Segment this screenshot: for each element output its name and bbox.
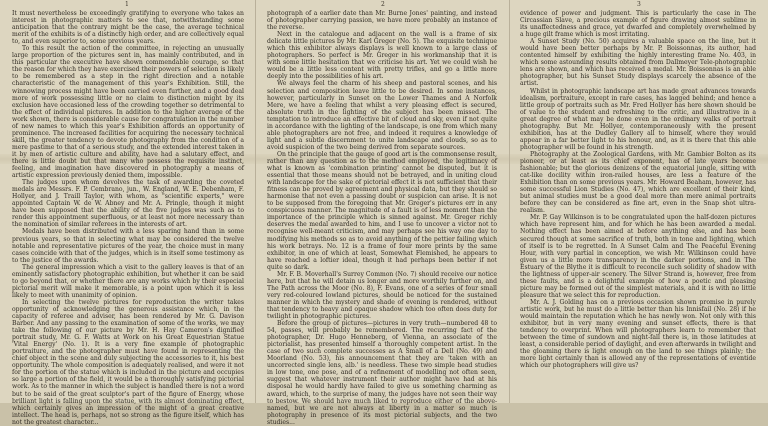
column-divider <box>255 0 256 403</box>
page-number: 1 <box>125 1 129 8</box>
paragraph: It must nevertheless be exceedingly gratifying to everyone who takes an interest in photographic matters to see that, notwithstanding some anticipation that the contrary might be the case, the average technical merit of the exhibits is of a distinctly high order, and are collectively equal to, and even superior to, some previous years. <box>12 10 244 46</box>
paragraph: A Sunset Study (No. 50) acquires a valuable space on the line, but it would have been better perhaps by Mr. P. Boissonnas, its author, had contented himself by exhibiting the highly interesting frame No. 403, in which some astounding results obtained from Dallmeyer Tele-photographic lens are shown, and which has received a medal. Mr. Boissonnas is an able photographer, but his Sunset Study displays scarcely the absence of the artist. <box>520 38 756 88</box>
paragraph: The judges upon whom devolves the task of awarding the coveted medals are Messrs. F. P. Cembrano, jun., W. England, W. E. Debenham, F. Hollyer, and J. Traill Taylor, with whom, as "scientific experts," were appointed Captain W. de W. Abney and Mr. A. Pringle, though it might have been supposed that the ability of the five judges was such as to render this appointment superfluous, or at least not more necessary than the nomination of similar referees in the interests of art. <box>12 179 244 229</box>
paragraph: Whilst in photographic landscape art has made great advances towards idealism, portraiture, except in rare cases, has lagged behind; and hence a little group of portraits such as Mr. Fred Hollyer has here shown should be of value to the student and refreshing to the critic, and illustrative in a great degree of what may be done even in the ordinary walks of portrait photography. But Mr. Hollyer, contemporaneously with the present exhibition, has at the Dudley Gallery all to himself, where they would appear in a far better light to his honour, and, as it is there that this able photographer will be found in his strength. <box>520 87 756 151</box>
text-column-left <box>12 10 244 426</box>
paragraph: To this result the action of the committee, in rejecting an unusually large proportion of the pictures sent in, has mainly contributed, and in this particular the executive have shown commendable courage, so that the reason for which they have exercised their powers of selection is likely to be remembered as a step in the right direction and a notable characteristic of the management of this year's Exhibition. Still, the winnowing process might have been carried even further, and a good deal more of work possessing little or no claim to distinction might by its exclusion have occasioned less of the crowding together so detrimental to the effect of individual pictures. In addition to the higher average of the work shown, there is considerable cause for congratulation in the number of new names to which this year's Exhibition affords an opportunity of prominence. The increased facilities for acquiring the necessary technical skill, the greater tendency to devote photography from the condition of a mere pastime to that of a serious study, and the extended interest taken in it by men of artistic culture and ability, have had a salutary effect, and there is little doubt but that many who possess the requisite instinct, feeling, and imagination have discovered in photography a means of artistic expression previously denied them, impossible. <box>12 45 244 180</box>
paragraph: photograph of a earlier date than Mr. Burne Jones' painting, and instead of photographer carrying passion, we have more probably an instance of the reverse. <box>267 10 497 32</box>
paragraph: Next in the catalogue and adjacent on the wall is a frame of six delicate little pictures by Mr. Karl Greger (No. 5). The exquisite technique which this exhibitor always displays is well known to a large class of photographers. So perfect is Mr. Greger in his workmanship that it is with some little hesitation that we criticise his art. Yet we could wish he would be a little less content with pretty trifles, and go a little more deeply into the possibilities of his art. <box>267 31 497 81</box>
paragraph: Mr. P. Gay Wilkinson is to be congratulated upon the half-dozen pictures which have represent him, and for which he has been awarded a medal. Nothing effect has been aimed at before anything else, and has been secured though at some sacrifice of truth, both in tone and lighting, which of itself is to be regretted. In A Sunset Calm and The Peaceful Evening Hour, with very partial in conception, we wish Mr. Wilkinson could have given us a little more transparency in the darker portions, and in The Estuary of the Blythe it is difficult to reconcile such solidity of shadow with the lightness of upper-air scenery. The Silver Strand is, however, free from these faults, and is a delightful example of how a poetic and pleasing picture may be formed out of the simplest materials, and it is with no little pleasure that we select this for reproduction. <box>520 214 756 299</box>
paragraph: We always feel the charm of his sheep and pastoral scenes, and his selection and composition leave little to be desired. In some instances, however, particularly in Sunset on the Lower Thames and A Norfolk Mere, we have a feeling that whilst a very pleasing effect is secured, absolute truth in the lighting of the subject has been missed. The temptation to introduce an effective bit of cloud and sky, even if not quite in accordance with the lighting of the landscape, is one from which many able photographers are not free, and indeed it requires a knowledge of light and a subtle discernment to unite landscape and clouds, so as to avoid suspicion of the two being derived from separate sources. <box>267 80 497 151</box>
paragraph: Before the group of pictures—pictures in very truth—numbered 48 to 54, passes, will probably be remembered. The recurring fact of the photographer, Dr. Hugo Henneberg, of Vienna, an associate of the pictorialist, has presented himself a thoroughly competent artist. In the case of two such complete successes as A Small of a Dell (No. 49) and Moorland (No. 53), his announcement that they are 'taken with an uncorrected single lens, alb.' is needless. These two simple head studies in low tone, one pose, and of a refinement of modelling not often seen, suggest that whatever instrument their author might have had at his disposal he would hardly have failed to give us something charming as award, which, to the surprise of many, the judges have not seen their way to bestow. We should have much liked to reproduce either of the above-named, but we are not always at liberty in a matter so much is photography in presence of its most pictorial subjects, and the two studies... <box>267 320 497 426</box>
paragraph: Mr. F. B. Moverhall's Surrey Common (No. 7) should receive our notice here, but that he will detain us longer and more worthily further on, and The Path across the Moor (No. 8), F. Evans, one of a series of four small very red-coloured lowland pictures, should be noticed for the sustained manner in which the mystery and shade of evening is rendered, without that tendency to heavy and opaque shadow which too often does duty for twilight in photographic pictures. <box>267 270 497 321</box>
paragraph: Mr. A. J. Golding has on a previous occasion shown promise in purely artistic work, but he must do a little better than his Innisfail (No. 28) if he would maintain the reputation which he has newly won. Not only with this exhibitor, but in very many evening and sunset effects, there is that tendency to overprint. When will photographers learn to remember that between the time of sundown and night-fall there is, in those latitudes at least, a considerable period of daylight, and even afterwards in twilight and the gloaming there is light enough on the land to see things plainly; the more light certainly than is allowed any of the representations of eventide which our photographers will give us? <box>520 298 756 370</box>
column-divider <box>509 0 510 403</box>
paragraph: In selecting the twelve pictures for reproduction the writer takes opportunity of acknowledging the generous assistance which, in the capacity of referee and adviser, has been rendered by Mr. G. Davison Barber. And any passing to the examination of some of the works, we may take the following of our picture by Mr. H. Hay Cameron's dignified portrait study, Mr. G. F. Watts at Work on his Great Equestrian Statue 'Vital Energy' (No. 1). It is a very fine example of photographic portraiture, and the photographer must have found in representing the chief object in the scene and duly subjecting the accessories to it, his best opportunity. The whole composition is adequately realised, and were it not for the portion of the statue which is included in the picture and occupies so large a portion of the field, it would be a thoroughly satisfying pictorial work. As to the manner in which the subject is handled there is not a word but to be said of the great sculptor's part of the figure of Energy, whose brilliant light is falling upon the statue, with its almost dominating effect, which certainly gives an impression of the might of a great creative intellect. The head is, perhaps, not so strong as the figure itself, which has not the greatest character... <box>12 298 244 426</box>
paragraph: On the principle that the gauge of good art is the commonsense result, rather than any question as to the method employed, the legitimacy of what is known as 'combination printing' cannot be disputed, but it is essential that those means should not be betrayed, and in uniting cloud with landscape for the sake of pictorial effect it is not sufficient that their fitness can be proved by agreement and physical data, but they should so harmonise that not even a passing doubt or suspicion can arise. It is not to be supposed from the foregoing that Mr. Greger's pictures err in any conspicuous manner. The magnitude of a fault is of less moment than the importance of the principle which is sinned against. Mr. Greger richly deserves the medal awarded to him, and I use to uncover a victor not to recognise well-meant criticism, and may perhaps see his way one day to modifying his methods so as to avoid anything of the pettier failing which his work betrays. No. 12 is a frame of four more prints by the same exhibitor, in one of which at least, Somewhat Flemished, he appears to have reached a loftier ideal, though it had perhaps been better if not quite so dark. <box>267 150 497 271</box>
page-number: 2 <box>381 1 385 8</box>
text-column-middle <box>267 10 497 426</box>
text-column-right <box>520 10 756 406</box>
paragraph: Photography at the Zoological Gardens, with Mr. Gambier Bolton as its pioneer, or at least as its chief exponent, has of late years become fashionable; but the glorious denizens of the equatorial jungle, sitting with cat-like docility within iron-railed houses, are less a feature of the Exhibition than on some previous years. Mr. Howard Beaham, however, has some successful Lion Studies (No. 47), which are excellent of their kind, but animal studies must be a good deal more than mere animal portraits before they can be considered as fine art, even in the Snap shot ultra-realism. <box>520 150 756 215</box>
paragraph: Medals have been distributed with a less sparing hand than in some previous years, so that in selecting what may be considered the twelve notable and representative pictures of the year, the choice must in many cases coincide with that of the judges, which is in itself some testimony as to the justice of the awards. <box>12 228 244 264</box>
paragraph: The general impression which a visit to the gallery leaves is that of an eminently satisfactory photographic exhibition, but whether it can be said to go beyond that, or whether there are any works which by their especial pictorial merit will make it memorable, is a point upon which it is less likely to meet with unanimity of opinion. <box>12 263 244 299</box>
page-number: 3 <box>637 1 641 8</box>
paragraph: evidence of power and judgment. This is particularly the case in The Circassian Slave, a precious example of figure drawing almost sublime in its unaffectedness and grace, yet dwarfed and completely overwhelmed by a huge gilt frame which is most irritating. <box>520 10 756 39</box>
